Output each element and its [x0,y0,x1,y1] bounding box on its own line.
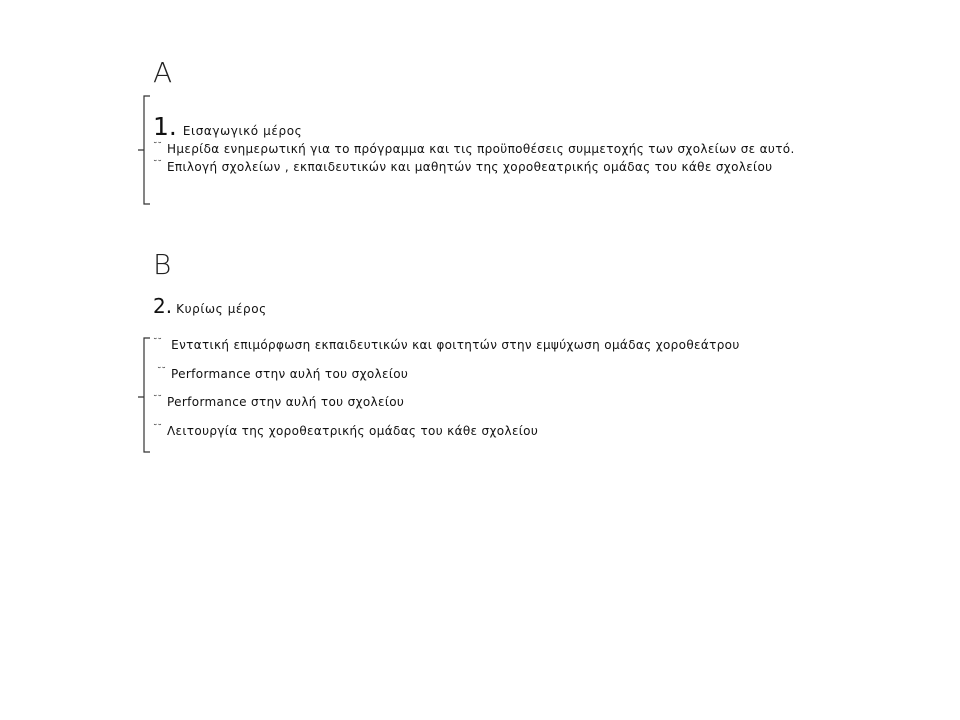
section-a-heading-number: 1. [153,112,177,141]
section-b-letter: B [153,248,172,281]
section-a-bracket [134,94,154,214]
section-b-item-text: Λειτουργία της χοροθεατρικής ομάδας του κάθε σχολείου [167,424,539,438]
section-b-item-text: Εντατική επιμόρφωση εκπαιδευτικών και φοιτητών στην εμψύχωση ομάδας χοροθεάτρου [167,338,740,352]
section-b-heading-number: 2. [153,294,173,318]
bullet-mark-icon: ˘˘ [153,142,162,152]
section-a-item [153,161,772,174]
bullet-mark-icon: ˘˘ [153,424,162,434]
section-a-item [153,143,795,156]
section-b-item [157,368,408,381]
section-b-heading [153,296,267,316]
section-b-item [153,425,538,438]
section-a-item-text: Επιλογή σχολείων , εκπαιδευτικών και μαθητών της χοροθεατρικής ομάδας του κάθε σχολείου [167,160,773,174]
section-b-item [153,396,404,409]
section-b-item-text: Performance στην αυλή του σχολείου [167,395,405,409]
section-b-item [153,339,740,352]
section-a-letter: A [153,56,173,89]
section-a-heading-text: Εισαγωγικό μέρος [182,124,303,138]
bullet-mark-icon: ˘˘ [153,338,162,348]
bullet-mark-icon: ˘˘ [153,160,162,170]
section-a-heading [153,114,302,139]
section-b-heading-text: Κυρίως μέρος [176,302,267,316]
bullet-mark-icon: ˘˘ [157,367,166,377]
section-b-bracket [134,336,154,461]
bullet-mark-icon: ˘˘ [153,395,162,405]
section-b-item-text: Performance στην αυλή του σχολείου [171,367,409,381]
section-a-item-text: Ημερίδα ενημερωτική για το πρόγραμμα και τις προϋποθέσεις συμμετοχής των σχολείων σε αυτό. [167,142,795,156]
